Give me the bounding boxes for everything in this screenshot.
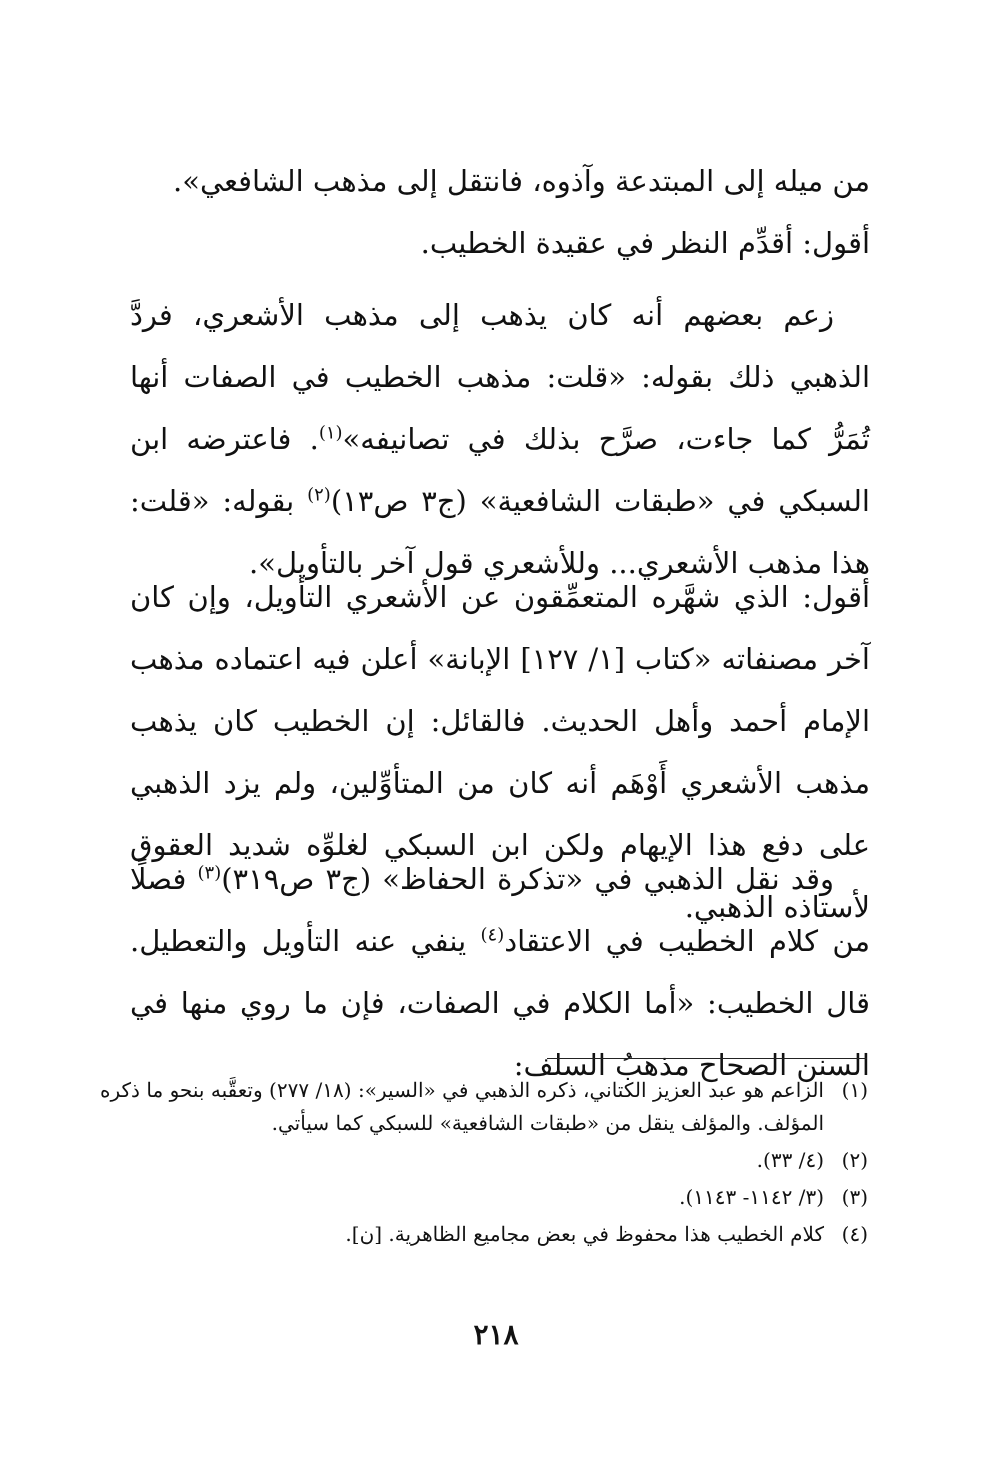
paragraph-5-text-b: فصلًا من كلام الخطيب في الاعتقاد	[130, 862, 870, 958]
footnote-4-number: (٤)	[841, 1222, 868, 1246]
paragraph-2	[130, 212, 870, 274]
footnote-4-text: كلام الخطيب هذا محفوظ في بعض مجاميع الظاهرية. [ن].	[345, 1222, 824, 1246]
paragraph-3-text-b: . فاعترضه ابن السبكي في «طبقات الشافعية» (ج٣ ص١٣)	[130, 422, 870, 518]
footnote-3-number: (٣)	[841, 1185, 868, 1209]
footnote-ref-2[interactable]: (٢)	[307, 484, 331, 506]
footnote-4	[100, 1218, 868, 1251]
paragraph-2-text: أقول: أقدِّم النظر في عقيدة الخطيب.	[420, 226, 870, 260]
footnotes	[100, 1074, 868, 1255]
paragraph-3	[130, 284, 870, 594]
paragraph-1-text: من ميله إلى المبتدعة وآذوه، فانتقل إلى مذهب الشافعي».	[173, 164, 870, 198]
paragraph-5-text-a: وقد نقل الذهبي في «تذكرة الحفاظ» (ج٣ ص٣١٩)	[221, 862, 834, 896]
paragraph-4-text: أقول: الذي شهَّره المتعمِّقون عن الأشعري التأويل، وإن كان آخر مصنفاته «كتاب [١/ ١٢٧] الإبانة» أعلن فيه اعتماده مذهب الإمام أحمد وأهل الحديث. فالقائل: إن الخطيب كان يذهب مذهب الأشعري أَوْهَم أنه كان من المتأوِّلين، ولم يزد الذهبي على دفع هذا الإيهام ولكن ابن السبكي لغلوِّه شديد العقوق لأستاذه الذهبي.	[130, 580, 870, 924]
footnote-2	[100, 1144, 868, 1177]
footnote-3-text: (٣/ ١١٤٢- ١١٤٣).	[679, 1185, 824, 1209]
footnote-divider	[547, 1058, 867, 1059]
page-number: ٢١٨	[473, 1318, 519, 1351]
footnote-1-text: الزاعم هو عبد العزيز الكتاني، ذكره الذهبي في «السير»: (١٨/ ٢٧٧) وتعقَّبه بنحو ما ذكره المؤلف. والمؤلف ينقل من «طبقات الشافعية» للسبكي كما سيأتي.	[100, 1078, 824, 1135]
footnote-2-number: (٢)	[841, 1148, 868, 1172]
paragraph-1	[130, 150, 870, 212]
footnote-1-number: (١)	[841, 1078, 868, 1102]
footnote-ref-1[interactable]: (١)	[318, 422, 343, 444]
paragraph-5-text-c: ينفي عنه التأويل والتعطيل. قال الخطيب: «أما الكلام في الصفات، فإن ما روي منها في السنن الصحاح مذهبُ السلف:	[130, 924, 870, 1082]
footnote-1	[100, 1074, 868, 1140]
paragraph-3-text-a: زعم بعضهم أنه كان يذهب إلى مذهب الأشعري، فردَّ الذهبي ذلك بقوله: «قلت: مذهب الخطيب في الصفات أنها تُمَرُّ كما جاءت، صرَّح بذلك في تصانيفه»	[130, 298, 870, 456]
footnote-ref-3[interactable]: (٣)	[197, 862, 222, 884]
footnote-2-text: (٤/ ٣٣).	[756, 1148, 824, 1172]
paragraph-3-text-c: بقوله: «قلت: هذا مذهب الأشعري... وللأشعري قول آخر بالتأويل».	[130, 484, 870, 580]
footnote-ref-4[interactable]: (٤)	[480, 924, 505, 946]
footnote-3	[100, 1181, 868, 1214]
